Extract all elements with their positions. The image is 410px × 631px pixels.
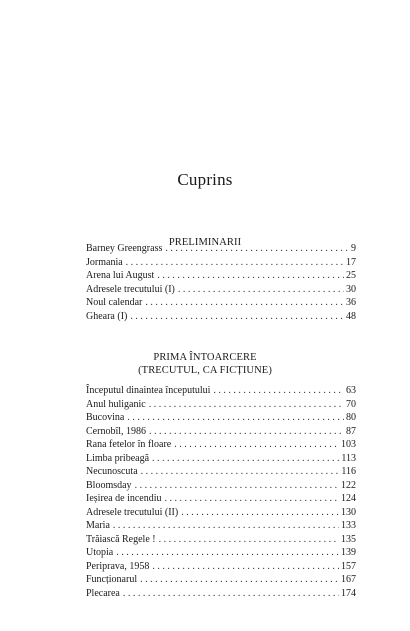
page-title: Cuprins (177, 170, 233, 189)
toc-entry (86, 573, 356, 587)
toc-entry-title: Trăiască Regele ! (86, 533, 156, 545)
section-heading-line: (TRECUTUL, CA FICȚIUNE) (138, 365, 272, 376)
toc-entry (86, 438, 356, 452)
toc-entry-title: Maria (86, 520, 110, 531)
toc-entry-page: 63 (346, 385, 356, 396)
toc-entry-title: Gheara (I) (86, 310, 128, 322)
section-heading-line: PRIMA ÎNTOARCERE (153, 352, 257, 363)
dot-leader (178, 283, 344, 297)
toc-entry (86, 479, 356, 493)
toc-entry (86, 546, 356, 560)
toc-entry (86, 269, 356, 283)
toc-entry-page: 9 (351, 243, 356, 254)
toc-entry (86, 256, 356, 270)
toc-entry-page: 130 (341, 506, 356, 518)
toc-entry (86, 425, 356, 439)
section-heading-line: PRELIMINARII (168, 237, 242, 248)
toc-entry-title: Funcționarul (86, 574, 138, 585)
toc-entry-title: Cernobîl, 1986 (86, 425, 146, 437)
toc-entry-page: 124 (341, 493, 356, 504)
dot-leader (135, 479, 339, 493)
dot-leader (152, 560, 339, 574)
toc-entry (86, 242, 356, 256)
dot-leader (130, 310, 344, 324)
toc-entry-title: Limba pribeagă (86, 452, 150, 464)
dot-leader (213, 384, 344, 398)
toc-entry-title: Ieșirea de incendiu (86, 493, 162, 504)
toc-entry (86, 310, 356, 324)
toc-entry (86, 398, 356, 412)
dot-leader (140, 573, 339, 587)
toc-entry-page: 36 (346, 297, 356, 308)
toc-entry-page: 30 (346, 283, 356, 295)
toc-entry (86, 384, 356, 398)
toc-entry (86, 465, 356, 479)
toc-entry-title: Anul huliganic (86, 398, 146, 410)
dot-leader (141, 465, 340, 479)
toc-entry-title: Jormania (86, 256, 123, 268)
toc-entry-page: 17 (346, 256, 356, 268)
toc-entry (86, 283, 356, 297)
toc-entry (86, 560, 356, 574)
dot-leader (113, 519, 339, 533)
toc-entry-title: Bucovina (86, 412, 125, 423)
dot-leader (116, 546, 339, 560)
toc-entry (86, 296, 356, 310)
toc-entry-title: Arena lui August (86, 270, 155, 281)
toc-list-prima-intoarcere (86, 384, 356, 600)
toc-entry-page: 87 (346, 425, 356, 437)
toc-entry (86, 492, 356, 506)
toc-entry-page: 122 (341, 479, 356, 491)
toc-entry (86, 411, 356, 425)
toc-entry-title: Adresele trecutului (II) (86, 506, 179, 518)
toc-entry-page: 48 (346, 310, 356, 322)
toc-entry-page: 174 (341, 587, 356, 599)
toc-entry-title: Rana fetelor în floare (86, 439, 172, 450)
toc-entry-title: Barney Greengrass (86, 243, 163, 254)
toc-entry-title: Adresele trecutului (I) (86, 283, 175, 295)
toc-entry-title: Plecarea (86, 587, 120, 599)
toc-entry-title: Utopia (86, 547, 114, 558)
toc-list-preliminarii (86, 242, 356, 323)
toc-entry-page: 167 (341, 574, 356, 585)
dot-leader (174, 438, 339, 452)
toc-entry-page: 116 (341, 466, 356, 477)
toc-entry-title: Periprava, 1958 (86, 560, 150, 572)
toc-entry-title: Bloomsday (86, 479, 132, 491)
toc-entry (86, 519, 356, 533)
toc-entry-page: 80 (346, 412, 356, 423)
dot-leader (165, 492, 339, 506)
dot-leader (159, 533, 339, 547)
toc-entry (86, 452, 356, 466)
dot-leader (123, 587, 339, 601)
dot-leader (165, 242, 349, 256)
toc-entry-page: 25 (346, 270, 356, 281)
dot-leader (157, 269, 344, 283)
toc-entry-title: Începutul dinaintea începutului (86, 385, 211, 396)
dot-leader (181, 506, 339, 520)
toc-entry-page: 103 (341, 439, 356, 450)
section-heading-prima-intoarcere (0, 351, 410, 377)
toc-entry-page: 157 (341, 560, 356, 572)
dot-leader (149, 398, 344, 412)
toc-entry-page: 135 (341, 533, 356, 545)
toc-entry (86, 506, 356, 520)
toc-entry-title: Noul calendar (86, 297, 143, 308)
toc-entry-title: Necunoscuta (86, 466, 138, 477)
toc-entry-page: 133 (341, 520, 356, 531)
dot-leader (126, 256, 344, 270)
toc-entry-page: 113 (341, 452, 356, 464)
toc-entry (86, 587, 356, 601)
toc-entry-page: 70 (346, 398, 356, 410)
dot-leader (145, 296, 344, 310)
toc-entry (86, 533, 356, 547)
dot-leader (127, 411, 344, 425)
dot-leader (149, 425, 344, 439)
dot-leader (152, 452, 339, 466)
toc-entry-page: 139 (341, 547, 356, 558)
